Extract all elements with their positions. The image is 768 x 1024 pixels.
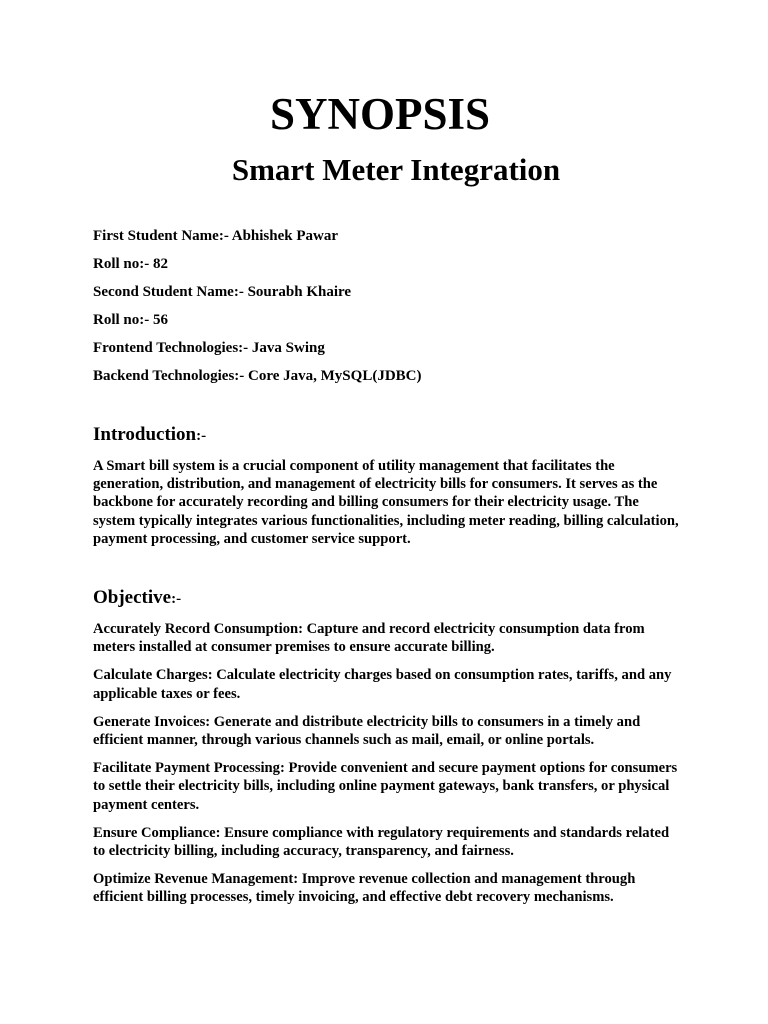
objective-item-revenue-management: Optimize Revenue Management: Improve revenue collection and management through efficient billing processes, timely invoicing, and effective debt recovery mechanisms. (93, 871, 636, 906)
objective-item-generate-invoices: Generate Invoices: Generate and distribute electricity bills to consumers in a timely and efficient manner, through various channels such as mail, email, or online portals. (93, 713, 641, 749)
first-student-name: First Student Name:- Abhishek Pawar (93, 228, 339, 244)
objective-list (93, 620, 683, 917)
objective-heading-suffix: :- (171, 591, 182, 607)
objective-item-record-consumption: Accurately Record Consumption: Capture and record electricity consumption data from meters installed at consumer premises to ensure accurate billing. (93, 621, 645, 656)
second-student-name: Second Student Name:- Sourabh Khaire (93, 284, 352, 300)
student-info (93, 227, 693, 395)
introduction-heading-text: Introduction (93, 424, 197, 445)
document-title: SYNOPSIS (269, 89, 491, 139)
frontend-technologies: Frontend Technologies:- Java Swing (93, 340, 325, 356)
objective-heading (93, 586, 181, 611)
objective-item-ensure-compliance: Ensure Compliance: Ensure compliance with regulatory requirements and standards related to electricity billing, including accuracy, transparency, and fairness. (93, 824, 670, 860)
introduction-heading (93, 423, 206, 448)
objective-item-calculate-charges: Calculate Charges: Calculate electricity charges based on consumption rates, tariffs, and any applicable taxes or fees. (93, 667, 672, 702)
introduction-text: A Smart bill system is a crucial component of utility management that facilitates the generation, distribution, and management of electricity bills for consumers. It serves as the backbone for accurately recording and billing consumers for their electricity usage. The system typically integrates various functionalities, including meter reading, billing calculation, payment processing, and customer service support. (93, 458, 679, 547)
objective-heading-text: Objective (93, 587, 172, 608)
introduction-heading-suffix: :- (196, 428, 207, 444)
objective-item-payment-processing: Facilitate Payment Processing: Provide convenient and secure payment options for consumers to settle their electricity bills, including online payment gateways, bank transfers, or physical payment centers. (93, 760, 678, 813)
second-roll-no: Roll no:- 56 (93, 312, 168, 328)
first-roll-no: Roll no:- 82 (93, 256, 168, 272)
backend-technologies: Backend Technologies:- Core Java, MySQL(JDBC) (93, 368, 422, 384)
document-subtitle: Smart Meter Integration (231, 152, 561, 187)
